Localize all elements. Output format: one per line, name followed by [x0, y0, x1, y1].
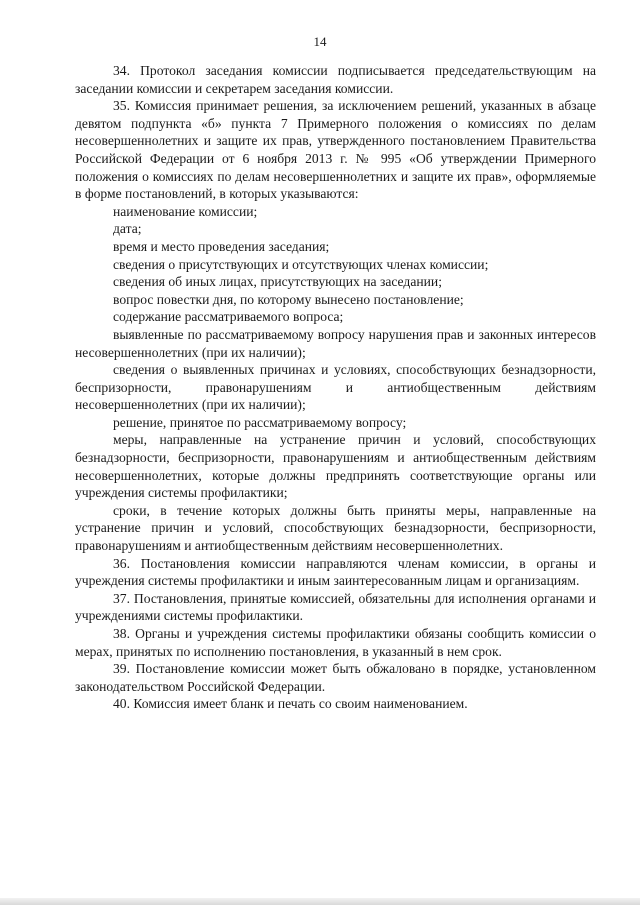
- document-body: [75, 62, 596, 713]
- paragraph-34: 34. Протокол заседания комиссии подписывается председательствующим на заседании комиссии и секретарем заседания комиссии.: [75, 63, 596, 96]
- list-item-measures: меры, направленные на устранение причин и условий, способствующих безнадзорности, беспризорности, правонарушениям и антиобщественным действиям несовершеннолетних, которые должны предпринять соответствующие органы или учреждения системы профилактики;: [75, 432, 596, 501]
- paragraph-40: 40. Комиссия имеет бланк и печать со своим наименованием.: [113, 696, 468, 712]
- list-item-deadlines: сроки, в течение которых должны быть приняты меры, направленные на устранение причин и условий, способствующих безнадзорности, беспризорности, правонарушениям и антиобщественным действиям несовершеннолетних.: [75, 502, 596, 554]
- list-item-agenda-question: вопрос повестки дня, по которому вынесено постановление;: [113, 291, 464, 307]
- paragraph-37: 37. Постановления, принятые комиссией, обязательны для исполнения органами и учреждениями системы профилактики.: [75, 590, 596, 624]
- list-item-violations: выявленные по рассматриваемому вопросу нарушения прав и законных интересов несовершеннолетних (при их наличии);: [75, 326, 596, 360]
- paragraph-35: 35. Комиссия принимает решения, за исключением решений, указанных в абзаце девятом подпункта «б» пункта 7 Примерного положения о комиссиях по делам несовершеннолетних и защите их прав, утвержденного постановлением Правительства Российской Федерации от 6 ноября 2013 г. № 995 «Об утверждении Примерного положения о комиссиях по делам несовершеннолетних и защите их прав», оформляемые в форме постановлений, в которых указываются:: [75, 98, 596, 202]
- list-item-members-presence: сведения о присутствующих и отсутствующих членах комиссии;: [113, 256, 489, 272]
- list-item-other-persons: сведения об иных лицах, присутствующих на заседании;: [113, 274, 442, 290]
- page-bottom-edge: [0, 898, 640, 905]
- list-item-decision: решение, принятое по рассматриваемому вопросу;: [113, 414, 407, 430]
- list-item-question-content: содержание рассматриваемого вопроса;: [113, 309, 344, 325]
- paragraph-39: 39. Постановление комиссии может быть обжаловано в порядке, установленном законодательством Российской Федерации.: [75, 661, 596, 694]
- list-item-time-place: время и место проведения заседания;: [113, 238, 330, 254]
- list-item-causes: сведения о выявленных причинах и условиях, способствующих безнадзорности, беспризорности, правонарушениям и антиобщественным действиям несовершеннолетних (при их наличии);: [75, 362, 596, 413]
- paragraph-36: 36. Постановления комиссии направляются членам комиссии, в органы и учреждения системы профилактики и иным заинтересованным лицам и организациям.: [75, 555, 596, 589]
- page-number: 14: [313, 34, 327, 49]
- paragraph-38: 38. Органы и учреждения системы профилактики обязаны сообщить комиссии о мерах, принятых по исполнению постановления, в указанный в нем срок.: [75, 626, 596, 659]
- list-item-date: дата;: [113, 221, 142, 237]
- list-item-commission-name: наименование комиссии;: [113, 203, 258, 219]
